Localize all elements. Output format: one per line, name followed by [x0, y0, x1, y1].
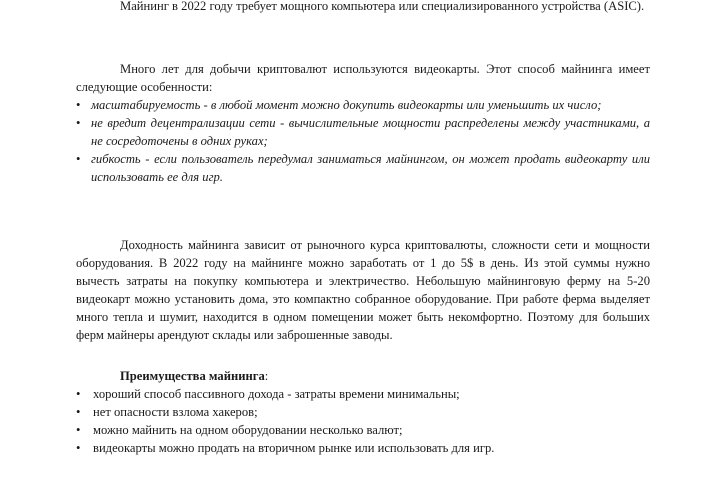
advantages-heading [76, 367, 650, 385]
list-item-text: нет опасности взлома хакеров; [93, 405, 258, 419]
bullet-icon: • [76, 98, 81, 112]
list-item [76, 421, 650, 439]
list-item-text: гибкость - если пользователь передумал заниматься майнингом, он может продать видеокарту или использовать ее для игр. [91, 152, 650, 184]
bullet-icon: • [76, 387, 81, 401]
paragraph-gpu-intro: Много лет для добычи криптовалют используются видеокарты. Этот способ майнинга имеет следующие особенности: [76, 62, 650, 94]
gpu-features-list [76, 96, 650, 186]
bullet-icon: • [76, 441, 81, 455]
list-item-text: можно майнить на одном оборудовании несколько валют; [93, 423, 403, 437]
list-item [76, 150, 650, 186]
list-item [76, 96, 650, 114]
list-item-text: видеокарты можно продать на вторичном рынке или использовать для игр. [93, 441, 495, 455]
list-item-text: не вредит децентрализации сети - вычислительные мощности распределены между участниками, а не сосредоточены в одних руках; [91, 116, 650, 148]
list-item [76, 403, 650, 421]
bullet-icon: • [76, 405, 81, 419]
paragraph-asic: Майнинг в 2022 году требует мощного компьютера или специализированного устройства (ASIC). [120, 0, 645, 13]
advantages-list [76, 385, 650, 457]
bullet-icon: • [76, 423, 81, 437]
bullet-icon: • [76, 116, 81, 130]
bullet-icon: • [76, 152, 81, 166]
list-item-text: хороший способ пассивного дохода - затраты времени минимальны; [93, 387, 460, 401]
advantages-title: Преимущества майнинга [120, 369, 265, 383]
paragraph-income: Доходность майнинга зависит от рыночного курса криптовалюты, сложности сети и мощности оборудования. В 2022 году на майнинге можно заработать от 1 до 5$ в день. Из этой суммы нужно вычесть затраты на покупку компьютера и электричество. Небольшую майнинговую ферму на 5-20 видеокарт можно установить дома, это компактно собранное оборудование. При работе ферма выделяет много тепла и шумит, находится в одном помещении может быть некомфортно. Поэтому для больших ферм майнеры арендуют склады или заброшенные заводы. [76, 238, 650, 342]
list-item-text: масштабируемость - в любой момент можно докупить видеокарты или уменьшить их число; [91, 98, 602, 112]
list-item [76, 114, 650, 150]
list-item [76, 439, 650, 457]
advantages-colon: : [264, 369, 269, 383]
list-item [76, 385, 650, 403]
